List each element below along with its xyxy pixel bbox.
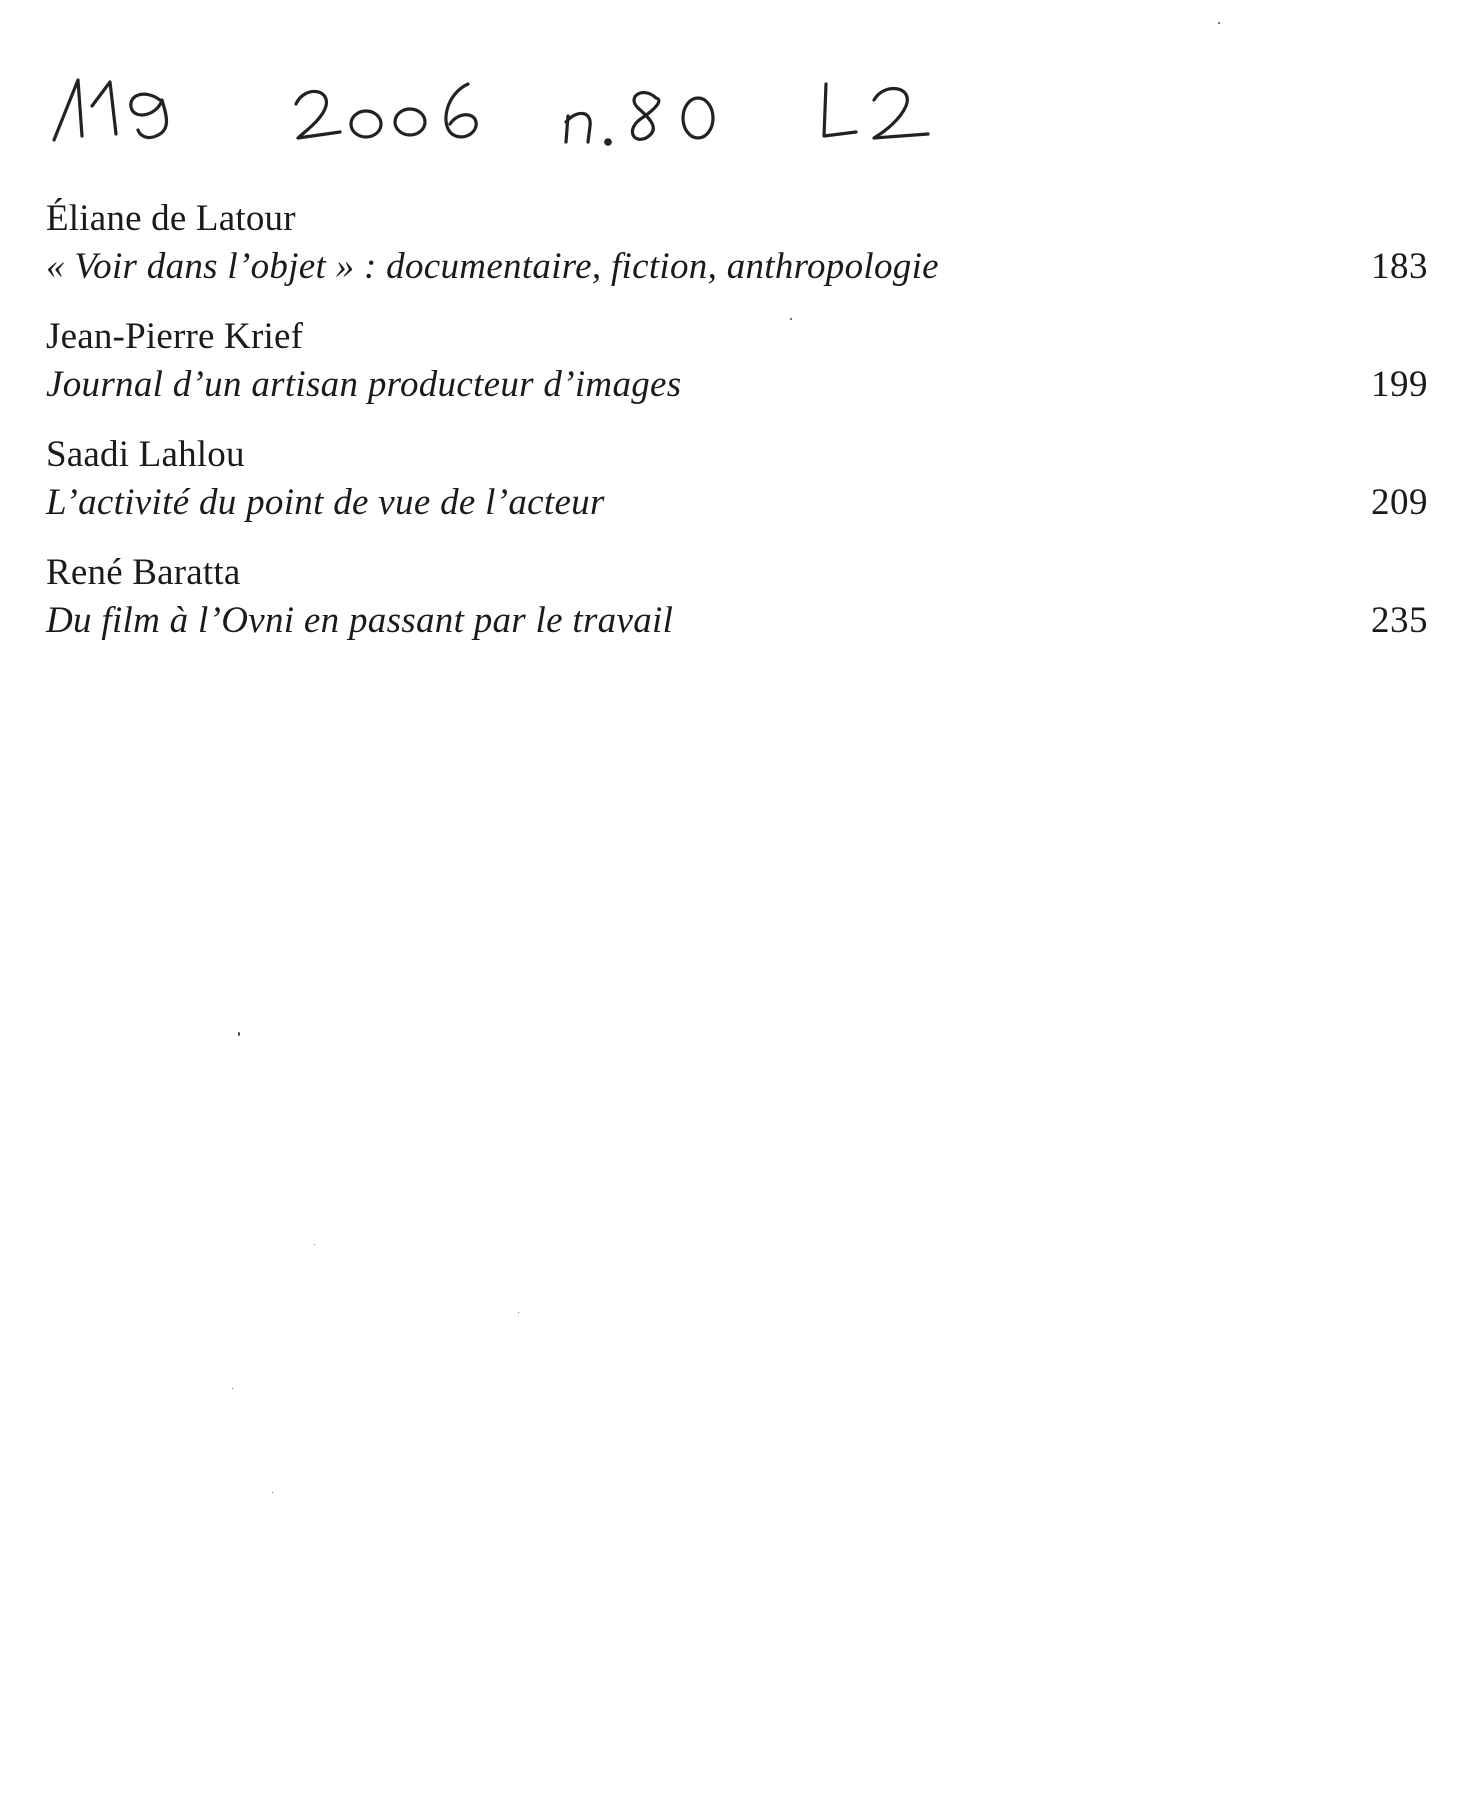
scan-speck (518, 1312, 519, 1313)
scan-speck (272, 1492, 273, 1493)
toc-author: Jean-Pierre Krief (46, 316, 304, 357)
toc-title: « Voir dans l’objet » : documentaire, fiction, anthropologie (46, 246, 939, 287)
toc-entry (46, 314, 1428, 410)
scan-speck (314, 1244, 315, 1245)
toc-page-number: 209 (1371, 482, 1428, 523)
table-of-contents (46, 196, 1428, 668)
toc-author: René Baratta (46, 552, 241, 593)
toc-page-number: 235 (1371, 600, 1428, 641)
toc-author: Éliane de Latour (46, 198, 296, 239)
scan-speck (790, 318, 792, 320)
toc-title: Journal d’un artisan producteur d’images (46, 364, 682, 405)
scan-speck (238, 1032, 240, 1036)
toc-title-row (46, 478, 1428, 528)
toc-page-number: 199 (1371, 364, 1428, 405)
toc-entry (46, 432, 1428, 528)
toc-title-row (46, 360, 1428, 410)
toc-title-row (46, 242, 1428, 292)
handwritten-annotation-drawing (48, 70, 988, 150)
toc-page-number: 183 (1371, 246, 1428, 287)
scan-speck (1218, 22, 1220, 24)
scan-speck (232, 1388, 233, 1389)
toc-title: L’activité du point de vue de l’acteur (46, 482, 605, 523)
toc-title: Du film à l’Ovni en passant par le travail (46, 600, 674, 641)
toc-author: Saadi Lahlou (46, 434, 245, 475)
toc-entry (46, 550, 1428, 646)
toc-title-row (46, 596, 1428, 646)
handwritten-annotation (48, 70, 988, 150)
toc-entry (46, 196, 1428, 292)
